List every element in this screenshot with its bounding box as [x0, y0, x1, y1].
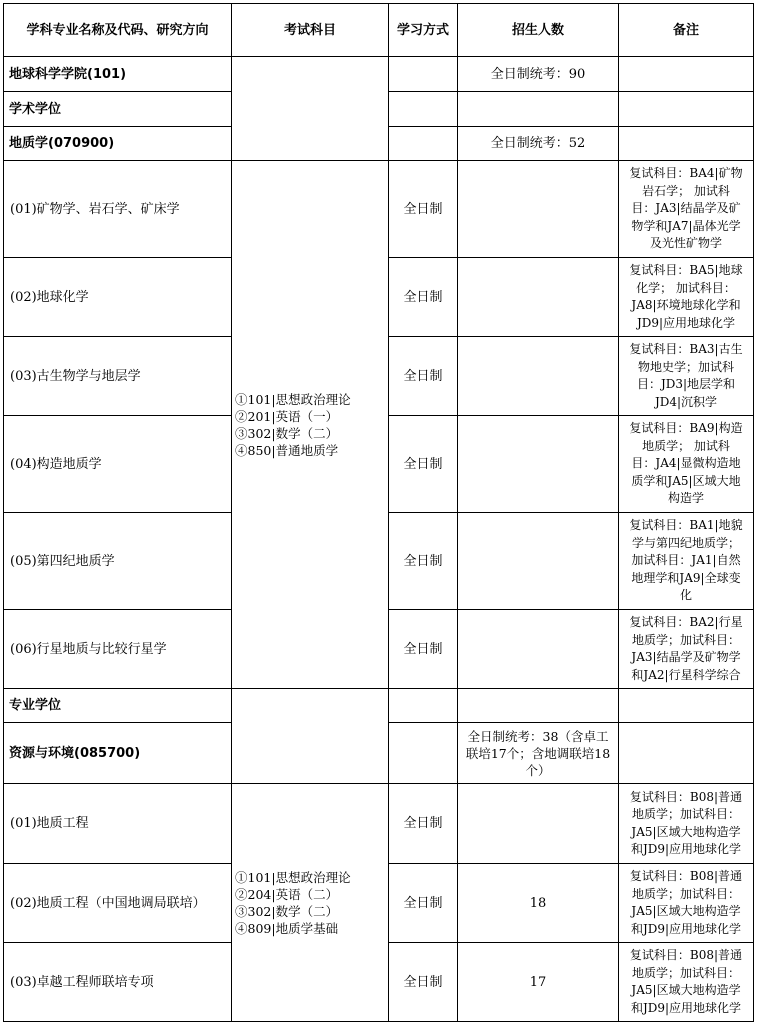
note-line: 复试科目：BA3|古生 [629, 342, 743, 356]
header-exam: 考试科目 [232, 4, 389, 57]
direction-cell: (01)矿物学、岩石学、矿床学 [4, 161, 232, 258]
mode-cell: 全日制 [389, 337, 458, 416]
note-cell [619, 864, 754, 943]
quota-cell [458, 513, 619, 610]
note-line: 复试科目：B08|普通 [629, 948, 743, 962]
school-name: 地球科学学院(101) [4, 57, 232, 92]
quota-cell [458, 337, 619, 416]
exam-subject-line: ②204|英语（二） [235, 886, 339, 902]
direction-cell: (05)第四纪地质学 [4, 513, 232, 610]
note-line: 和JD9|应用地球化学 [630, 1000, 742, 1015]
note-line: 质学和JA5|区域大地 [631, 473, 741, 488]
note-cell [619, 943, 754, 1022]
exam-subject-line: ③302|数学（二） [235, 903, 339, 919]
note-line: 复试科目：BA9|构造 [629, 421, 743, 436]
note-line: 和JD9|应用地球化学 [630, 842, 742, 856]
note-line: JD4|沉积学 [654, 394, 718, 409]
direction-cell: (03)古生物学与地层学 [4, 337, 232, 416]
note-line: 地理学和JA9|全球变 [631, 570, 741, 585]
note-cell [619, 513, 754, 610]
exam-subject-line: ④809|地质学基础 [235, 920, 339, 936]
note-line: 复试科目：BA4|矿物 [629, 166, 743, 181]
geology-name: 地质学(070900) [4, 127, 232, 161]
exam-empty-cell [232, 57, 389, 161]
professional-degree-row [4, 689, 754, 723]
direction-cell: (01)地质工程 [4, 784, 232, 864]
quota-cell [458, 161, 619, 258]
header-major: 学科专业名称及代码、研究方向 [4, 4, 232, 57]
note-line: 地质学；加试科目： [631, 807, 740, 821]
note-line: 地质学； 加试科 [642, 438, 730, 453]
note-cell [619, 610, 754, 689]
note-cell [619, 337, 754, 416]
direction-cell: (02)地球化学 [4, 258, 232, 337]
note-line: 复试科目：BA5|地球 [629, 263, 743, 277]
academic-degree-label: 学术学位 [4, 92, 232, 127]
geology-quota: 全日制统考：52 [458, 127, 619, 161]
quota-cell [458, 610, 619, 689]
quota-cell: 17 [458, 943, 619, 1022]
quota-cell [458, 258, 619, 337]
mode-cell: 全日制 [389, 864, 458, 943]
resources-quota [458, 723, 619, 784]
quota-line: 联培17个；含地调联培18 [465, 745, 611, 761]
school-row [4, 57, 754, 92]
admissions-table [3, 3, 754, 1022]
exam-subject-line: ①101|思想政治理论 [235, 869, 351, 885]
note-line: 和JA2|行星科学综合 [631, 667, 741, 682]
note-line: JA5|区域大地构造学 [631, 983, 741, 997]
quota-cell: 18 [458, 864, 619, 943]
note-line: 目：JA4|显微构造地 [631, 456, 741, 471]
header-row [4, 4, 754, 57]
school-quota: 全日制统考：90 [458, 57, 619, 92]
note-line: 地质学；加试科目： [631, 886, 740, 901]
note-line: 物地史学；加试科 [637, 359, 734, 374]
note-line: 复试科目：BA2|行星 [629, 615, 743, 629]
note-line: 复试科目：B08|普通 [629, 789, 743, 804]
quota-cell [458, 416, 619, 513]
direction-cell: (06)行星地质与比较行星学 [4, 610, 232, 689]
note-line: JD9|应用地球化学 [636, 315, 736, 330]
exam-subject-line: ④850|普通地质学 [235, 442, 339, 458]
professional-degree-label: 专业学位 [4, 689, 232, 723]
header-mode: 学习方式 [389, 4, 458, 57]
table-row [4, 784, 754, 864]
note-line: 岩石学； 加试科 [642, 183, 730, 198]
quota-line: 全日制统考：38（含卓工 [467, 728, 609, 744]
header-quota: 招生人数 [458, 4, 619, 57]
quota-line: 个） [525, 762, 551, 778]
note-line: 学与第四纪地质学； [631, 535, 740, 550]
note-line: 加试科目：JA1|自然 [631, 553, 741, 568]
note-line: JA5|区域大地构造学 [631, 904, 741, 918]
note-line: 化 [679, 588, 692, 603]
note-line: 目：JD3|地层学和 [636, 377, 736, 391]
note-line: JA5|区域大地构造学 [631, 824, 741, 839]
note-cell [619, 161, 754, 258]
resources-name: 资源与环境(085700) [4, 723, 232, 784]
note-cell [619, 416, 754, 513]
note-line: 地质学；加试科目： [631, 632, 740, 647]
note-line: 化学； 加试科目： [636, 280, 736, 295]
mode-cell: 全日制 [389, 416, 458, 513]
note-line: 物学和JA7|晶体光学 [631, 218, 741, 233]
exam-subject-line: ②201|英语（一） [235, 408, 339, 424]
note-cell [619, 784, 754, 864]
header-note: 备注 [619, 4, 754, 57]
direction-cell: (03)卓越工程师联培专项 [4, 943, 232, 1022]
note-line: 地质学；加试科目： [631, 965, 740, 980]
note-line: JA3|结晶学及矿物学 [631, 650, 741, 664]
note-line: JA8|环境地球化学和 [631, 298, 741, 312]
exam-subject-line: ①101|思想政治理论 [235, 391, 351, 407]
mode-cell: 全日制 [389, 161, 458, 258]
note-line: 构造学 [667, 491, 704, 506]
mode-cell: 全日制 [389, 943, 458, 1022]
exam-empty-cell [232, 689, 389, 784]
mode-cell: 全日制 [389, 610, 458, 689]
quota-cell [458, 784, 619, 864]
direction-cell: (04)构造地质学 [4, 416, 232, 513]
exam-subjects-academic [232, 161, 389, 689]
note-cell [619, 258, 754, 337]
note-line: 复试科目：B08|普通 [629, 869, 743, 883]
exam-subject-line: ③302|数学（二） [235, 425, 339, 441]
mode-cell: 全日制 [389, 258, 458, 337]
note-line: 及光性矿物学 [649, 236, 722, 251]
mode-cell: 全日制 [389, 784, 458, 864]
note-line: 和JD9|应用地球化学 [630, 921, 742, 936]
direction-cell: (02)地质工程（中国地调局联培） [4, 864, 232, 943]
mode-cell: 全日制 [389, 513, 458, 610]
note-line: 目：JA3|结晶学及矿 [631, 201, 741, 216]
note-line: 复试科目：BA1|地貌 [629, 518, 743, 533]
exam-subjects-professional [232, 784, 389, 1022]
table-row [4, 161, 754, 258]
